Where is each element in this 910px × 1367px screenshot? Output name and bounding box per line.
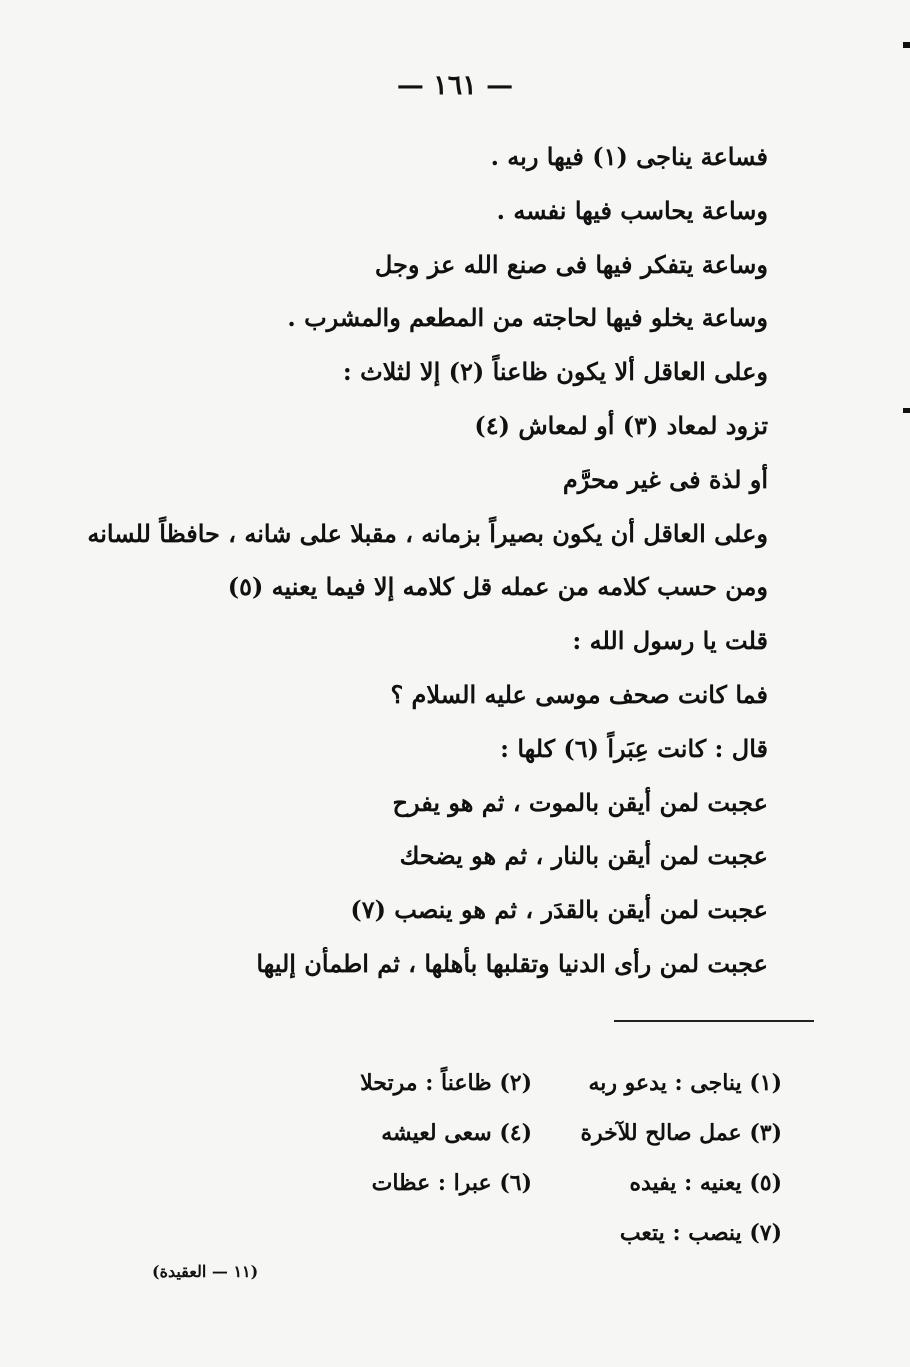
footnote: (٢) ظاعناً : مرتحلا — [360, 1070, 532, 1096]
text-line: قلت يا رسول الله : — [572, 626, 768, 656]
footnote: (٤) سعى لعيشه — [381, 1120, 532, 1146]
footnote-row — [282, 1058, 782, 1108]
text-line: عجبت لمن أيقن بالموت ، ثم هو يفرح — [392, 787, 768, 817]
text-line: ومن حسب كلامه من عمله قل كلامه إلا فيما يعنيه (٥) — [227, 572, 768, 602]
signature-mark: (١١ — العقيدة) — [152, 1262, 259, 1281]
page-number: — ١٦١ — — [396, 70, 514, 101]
margin-mark — [903, 408, 910, 413]
footnote-row — [282, 1158, 782, 1208]
text-line: وعلى العاقل أن يكون بصيراً بزمانه ، مقبلا على شانه ، حافظاً للسانه — [87, 518, 768, 548]
margin-mark — [903, 42, 910, 48]
text-line: تزود لمعاد (٣) أو لمعاش (٤) — [474, 410, 768, 440]
footnote: (١) يناجى : يدعو ربه — [588, 1070, 782, 1096]
text-line: قال : كانت عِبَراً (٦) كلها : — [500, 733, 768, 763]
footnote: (٥) يعنيه : يفيده — [629, 1170, 782, 1196]
text-line: عجبت لمن أيقن بالقدَر ، ثم هو ينصب (٧) — [350, 895, 768, 925]
footnote: (٧) ينصب : يتعب — [619, 1220, 782, 1246]
text-line: فساعة يناجى (١) فيها ربه . — [490, 142, 768, 171]
footnote-row — [282, 1108, 782, 1158]
footnote: (٣) عمل صالح للآخرة — [580, 1120, 782, 1146]
text-line: فما كانت صحف موسى عليه السلام ؟ — [390, 679, 768, 709]
footnote: (٦) عبرا : عظات — [371, 1170, 532, 1196]
footnotes — [282, 1058, 782, 1258]
text-line: عجبت لمن أيقن بالنار ، ثم هو يضحك — [399, 841, 768, 871]
body-text — [87, 130, 768, 991]
text-line: وساعة يخلو فيها لحاجته من المطعم والمشرب . — [287, 303, 768, 333]
footnote-row — [282, 1208, 782, 1258]
text-line: عجبت لمن رأى الدنيا وتقلبها بأهلها ، ثم اطمأن إليها — [256, 948, 768, 978]
text-line: وساعة يتفكر فيها فى صنع الله عز وجل — [374, 249, 768, 279]
text-line: أو لذة فى غير محرَّم — [562, 464, 768, 494]
text-line: وساعة يحاسب فيها نفسه . — [496, 195, 768, 225]
footnote-divider — [614, 1020, 814, 1022]
text-line: وعلى العاقل ألا يكون ظاعناً (٢) إلا لثلاث : — [342, 357, 768, 387]
